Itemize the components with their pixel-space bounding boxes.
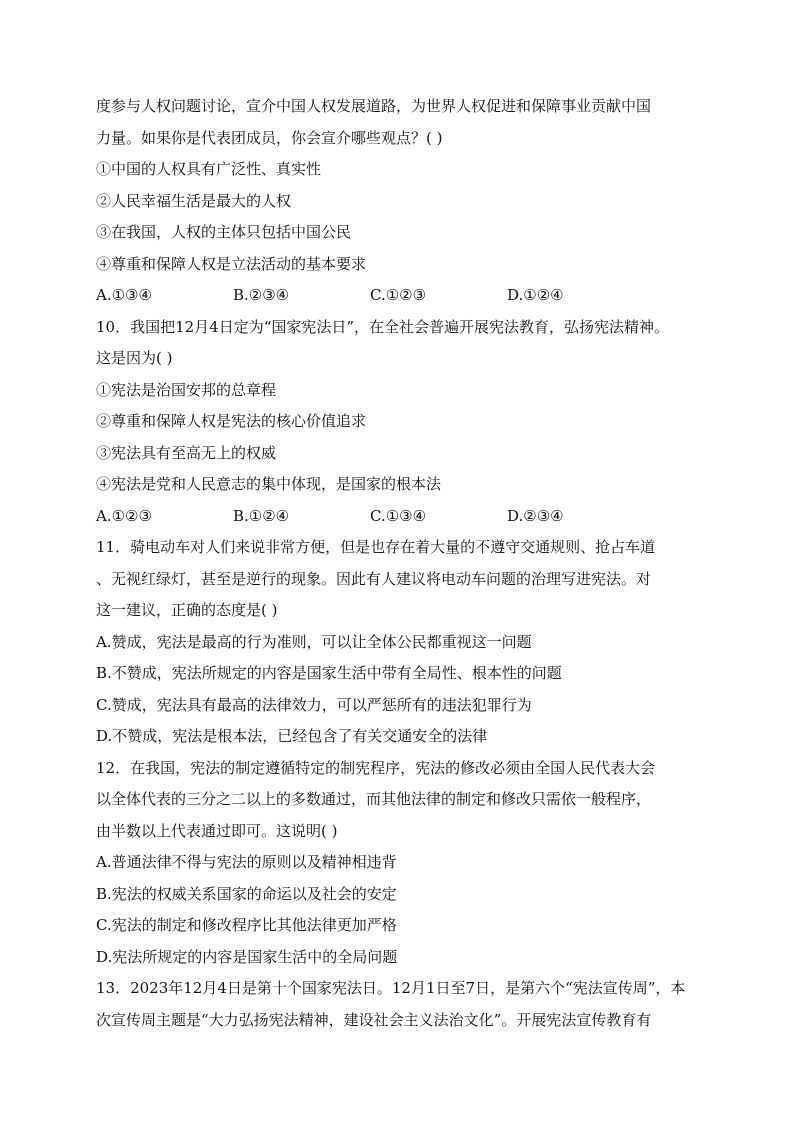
question-10-statement: ③宪法具有至高无上的权威 [96, 443, 277, 462]
question-11-stem-line: 11．骑电动车对人们来说非常方便，但是也存在着大量的不遵守交通规则、抢占车道 [96, 538, 656, 556]
question-11-stem-line: 这一建议，正确的态度是( ) [96, 601, 278, 619]
question-12-stem-line: 12．在我国，宪法的制定遵循特定的制宪程序，宪法的修改必须由全国人民代表大会 [96, 758, 656, 777]
question-9-stem-line: 力量。如果你是代表团成员，你会宣介哪些观点？( ) [96, 128, 443, 147]
question-11-option-b: B.不赞成，宪法所规定的内容是国家生活中带有全局性、根本性的问题 [96, 664, 562, 682]
question-11-option-a: A.赞成，宪法是最高的行为准则，可以让全体公民都重视这一问题 [96, 632, 532, 651]
question-11-option-c: C.赞成，宪法具有最高的法律效力，可以严惩所有的违法犯罪行为 [96, 695, 532, 714]
question-13 [96, 973, 706, 1036]
question-10-option-a: A.①②③ [96, 506, 152, 525]
question-9-options [96, 280, 706, 312]
question-12-option-d: D.宪法所规定的内容是国家生活中的全局问题 [96, 947, 398, 966]
question-13-stem-line: 次宣传周主题是“大力弘扬宪法精神，建设社会主义法治文化”。开展宪法宣传教育有 [96, 1010, 652, 1029]
question-11-option-d: D.不赞成，宪法是根本法，已经包含了有关交通安全的法律 [96, 727, 488, 745]
question-9-statement: ②人民幸福生活是最大的人权 [96, 191, 292, 210]
question-9-statement: ①中国的人权具有广泛性、真实性 [96, 160, 322, 178]
question-9-option-b: B.②③④ [233, 286, 290, 304]
question-12-option-c: C.宪法的制定和修改程序比其他法律更加严格 [96, 916, 397, 934]
question-9-option-d: D.①②④ [507, 286, 564, 304]
question-10-options [96, 501, 706, 533]
question-9-statement: ③在我国，人权的主体只包括中国公民 [96, 223, 352, 241]
question-13-stem-line: 13．2023年12月4日是第十个国家宪法日。12月1日至7日，是第六个“宪法宣传周”，本 [96, 979, 686, 997]
question-12-option-a: A.普通法律不得与宪法的原则以及精神相违背 [96, 853, 397, 871]
question-12-stem-line: 由半数以上代表通过即可。这说明( ) [96, 821, 338, 840]
question-9-option-a: A.①③④ [96, 286, 152, 304]
question-9-statement: ④尊重和保障人权是立法活动的基本要求 [96, 254, 367, 273]
question-10 [96, 312, 706, 533]
question-10-option-d: D.②③④ [507, 506, 564, 525]
question-10-stem-line: 10．我国把12月4日定为“国家宪法日”，在全社会普遍开展宪法教育，弘扬宪法精神。 [96, 317, 670, 336]
question-9-option-c: C.①②③ [370, 286, 427, 304]
question-11 [96, 532, 706, 753]
question-12 [96, 753, 706, 974]
question-10-stem-line: 这是因为( ) [96, 349, 173, 367]
question-10-statement: ①宪法是治国安邦的总章程 [96, 380, 277, 399]
question-10-option-c: C.①③④ [370, 506, 427, 525]
question-10-option-b: B.①②④ [233, 506, 290, 525]
question-9 [96, 91, 706, 312]
question-12-stem-line: 以全体代表的三分之二以上的多数通过，而其他法律的制定和修改只需依一般程序， [96, 790, 652, 808]
page-content [96, 91, 706, 1036]
question-9-stem-line: 度参与人权问题讨论，宣介中国人权发展道路，为世界人权促进和保障事业贡献中国 [96, 97, 652, 115]
question-12-option-b: B.宪法的权威关系国家的命运以及社会的安定 [96, 884, 397, 903]
question-10-statement: ②尊重和保障人权是宪法的核心价值追求 [96, 412, 367, 430]
question-11-stem-line: 、无视红绿灯，甚至是逆行的现象。因此有人建议将电动车问题的治理写进宪法。对 [96, 569, 652, 588]
question-10-statement: ④宪法是党和人民意志的集中体现，是国家的根本法 [96, 475, 442, 493]
